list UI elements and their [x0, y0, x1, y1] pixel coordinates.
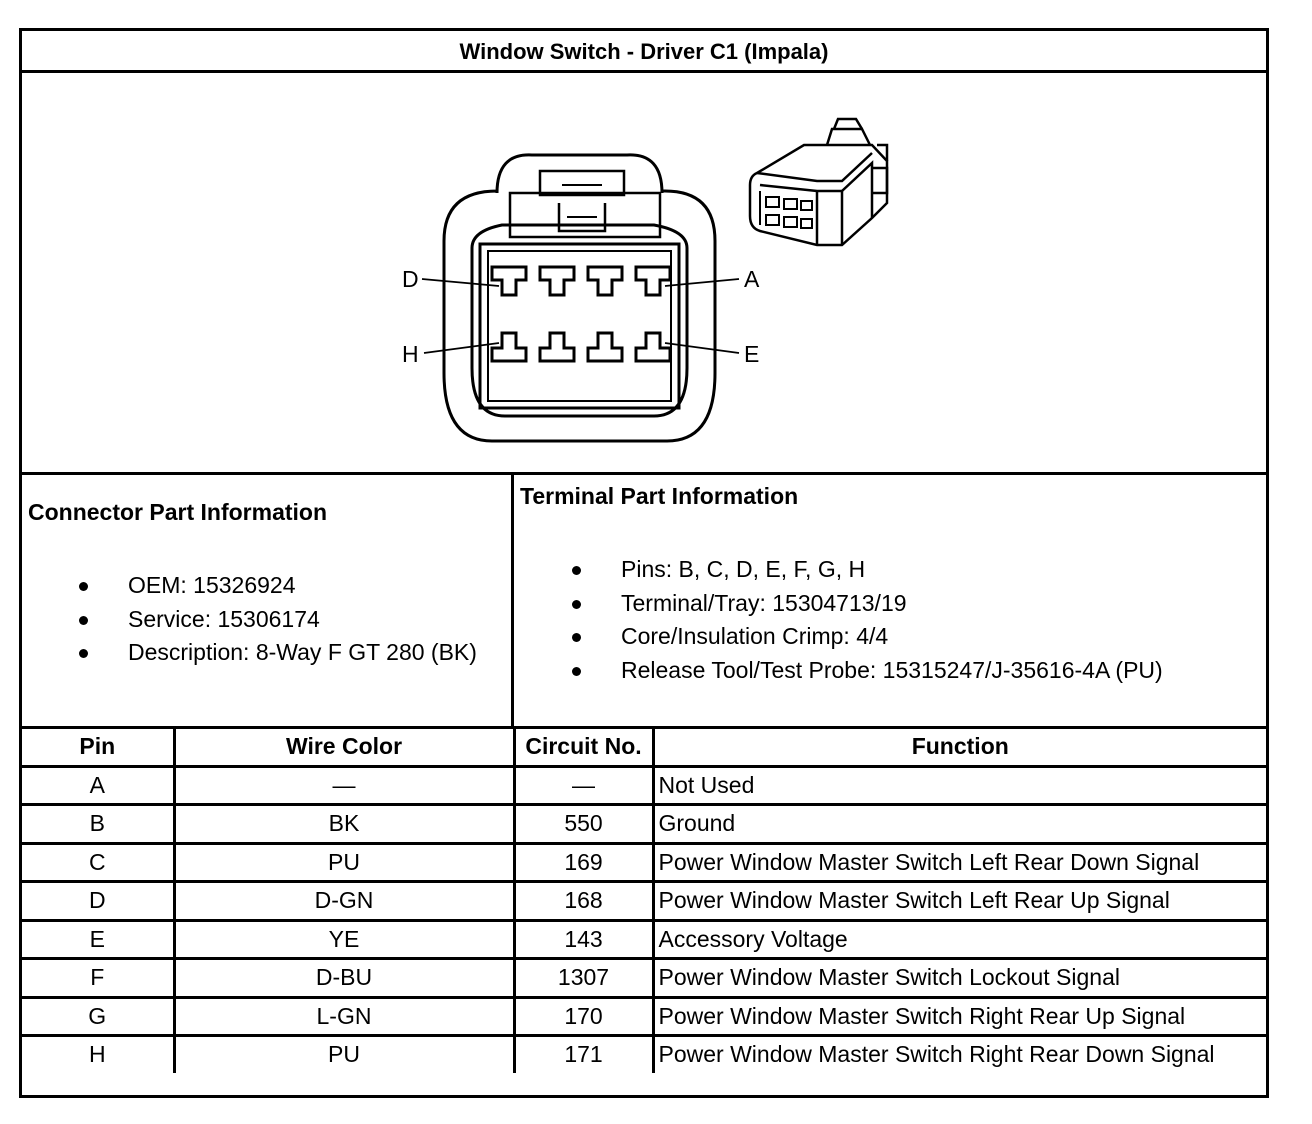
- function-cell: Power Window Master Switch Right Rear Down Signal: [653, 1036, 1266, 1073]
- connector-face-view: [22, 73, 1266, 472]
- circuit-cell: —: [514, 766, 653, 805]
- circuit-cell: 550: [514, 805, 653, 844]
- pin-cell: E: [22, 920, 174, 959]
- pin-label-D: D: [402, 266, 419, 292]
- circuit-cell: 169: [514, 843, 653, 882]
- terminal-A: [636, 267, 670, 295]
- terminal-info-item: Core/Insulation Crimp: 4/4: [621, 620, 1163, 654]
- wire-color-cell: —: [174, 766, 514, 805]
- pin-label-H: H: [402, 341, 419, 367]
- bullet-icon: [79, 582, 88, 591]
- terminal-D: [492, 267, 526, 295]
- function-cell: Not Used: [653, 766, 1266, 805]
- leader-line-E: [665, 343, 739, 353]
- pin-cell: H: [22, 1036, 174, 1073]
- pin-cell: G: [22, 997, 174, 1036]
- connector-info-item: Description: 8-Way F GT 280 (BK): [128, 636, 477, 670]
- connector-info-item: Service: 15306174: [128, 603, 477, 637]
- table-row: [22, 959, 1266, 998]
- pinout-table: [22, 729, 1266, 1073]
- connector-housing-outer: [444, 155, 715, 441]
- pin-label-E: E: [744, 341, 760, 367]
- terminal-C: [540, 267, 574, 295]
- connector-diagram: [22, 73, 1266, 475]
- header-circuit: Circuit No.: [514, 729, 653, 766]
- pin-cell: F: [22, 959, 174, 998]
- connector-part-info: [22, 475, 514, 726]
- sheet-title: Window Switch - Driver C1 (Impala): [22, 31, 1266, 73]
- connector-isometric-illustration: [750, 119, 887, 245]
- header-pin: Pin: [22, 729, 174, 766]
- wire-color-cell: BK: [174, 805, 514, 844]
- pin-cell: A: [22, 766, 174, 805]
- circuit-cell: 143: [514, 920, 653, 959]
- function-cell: Power Window Master Switch Right Rear Up Signal: [653, 997, 1266, 1036]
- bullet-icon: [79, 649, 88, 658]
- connector-info-heading: Connector Part Information: [28, 499, 328, 525]
- table-row: [22, 882, 1266, 921]
- function-cell: Power Window Master Switch Left Rear Down Signal: [653, 843, 1266, 882]
- leader-line-A: [665, 279, 739, 286]
- wire-color-cell: D-BU: [174, 959, 514, 998]
- terminal-part-info: [514, 475, 1266, 726]
- table-header-row: [22, 729, 1266, 766]
- terminal-E: [636, 333, 670, 361]
- part-information: [22, 475, 1266, 729]
- table-row: [22, 766, 1266, 805]
- pin-cell: D: [22, 882, 174, 921]
- connector-sheet: [19, 28, 1269, 1098]
- wire-color-cell: PU: [174, 1036, 514, 1073]
- wire-color-cell: YE: [174, 920, 514, 959]
- bullet-icon: [572, 633, 581, 642]
- circuit-cell: 170: [514, 997, 653, 1036]
- circuit-cell: 1307: [514, 959, 653, 998]
- terminal-info-item: Pins: B, C, D, E, F, G, H: [621, 553, 1163, 587]
- pin-cell: C: [22, 843, 174, 882]
- function-cell: Accessory Voltage: [653, 920, 1266, 959]
- bullet-icon: [572, 667, 581, 676]
- wire-color-cell: L-GN: [174, 997, 514, 1036]
- function-cell: Power Window Master Switch Left Rear Up Signal: [653, 882, 1266, 921]
- table-row: [22, 805, 1266, 844]
- latch-window: [540, 171, 624, 195]
- connector-housing-inner: [472, 225, 687, 416]
- table-row: [22, 920, 1266, 959]
- wire-color-cell: D-GN: [174, 882, 514, 921]
- terminal-info-item: Terminal/Tray: 15304713/19: [621, 587, 1163, 621]
- terminal-info-heading: Terminal Part Information: [520, 483, 799, 509]
- terminal-F: [588, 333, 622, 361]
- function-cell: Power Window Master Switch Lockout Signal: [653, 959, 1266, 998]
- bullet-icon: [572, 566, 581, 575]
- circuit-cell: 171: [514, 1036, 653, 1073]
- table-row: [22, 1036, 1266, 1073]
- pin-cell: B: [22, 805, 174, 844]
- pin-label-A: A: [744, 266, 760, 292]
- table-row: [22, 997, 1266, 1036]
- terminal-H: [492, 333, 526, 361]
- table-row: [22, 843, 1266, 882]
- bullet-icon: [572, 600, 581, 609]
- wire-color-cell: PU: [174, 843, 514, 882]
- terminal-info-list: [621, 553, 1163, 687]
- connector-info-item: OEM: 15326924: [128, 569, 477, 603]
- terminal-G: [540, 333, 574, 361]
- cavity-frame: [480, 244, 679, 408]
- circuit-cell: 168: [514, 882, 653, 921]
- terminal-info-item: Release Tool/Test Probe: 15315247/J-35616-4A (PU): [621, 654, 1163, 688]
- header-wire-color: Wire Color: [174, 729, 514, 766]
- connector-info-list: [128, 569, 477, 670]
- terminal-B: [588, 267, 622, 295]
- header-function: Function: [653, 729, 1266, 766]
- bullet-icon: [79, 616, 88, 625]
- function-cell: Ground: [653, 805, 1266, 844]
